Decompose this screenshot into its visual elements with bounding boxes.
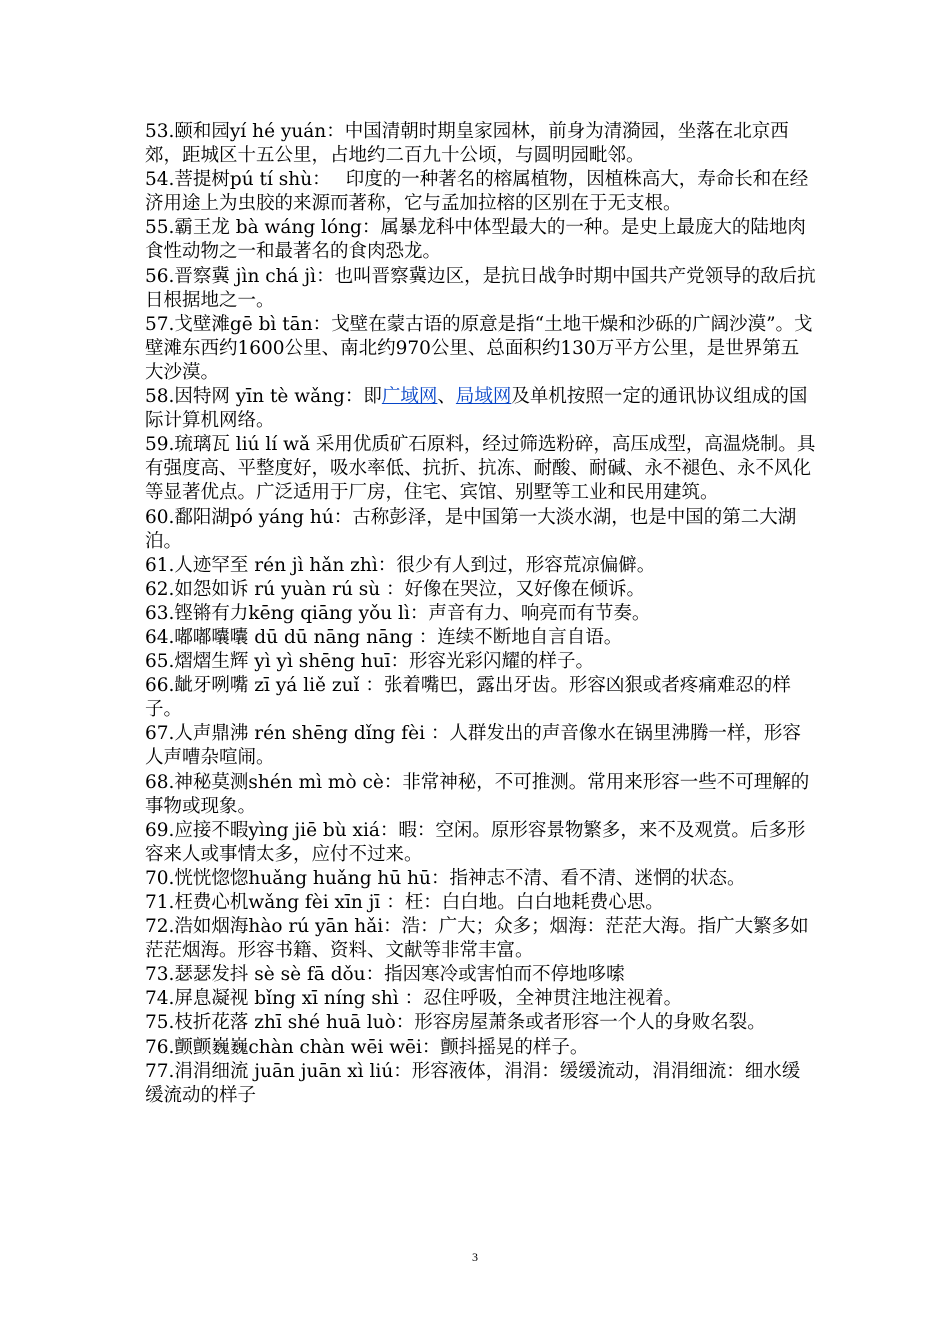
entry-58-separator: 、 <box>437 386 456 408</box>
entry-73: 73.瑟瑟发抖 sè sè fā dǒu：指因寒冷或害怕而不停地哆嗦 <box>145 964 625 986</box>
entry-75: 75.枝折花落 zhī shé huā luò：形容房屋萧条或者形容一个人的身败名裂。 <box>145 1012 766 1034</box>
entry-58 <box>145 385 817 433</box>
entry-66: 66.龇牙咧嘴 zī yá liě zuǐ ：张着嘴巴，露出牙齿。形容凶狠或者疼痛难忍的样子。 <box>145 675 791 721</box>
entry-71: 71.枉费心机wǎng fèi xīn jī ：枉：白白地。白白地耗费心思。 <box>145 892 664 913</box>
entry-76: 76.颤颤巍巍chàn chàn wēi wēi：颤抖摇晃的样子。 <box>145 1036 589 1058</box>
link-local-area-network[interactable]: 局域网 <box>455 386 512 408</box>
entry-72: 72.浩如烟海hào rú yān hǎi：浩：广大；众多；烟海：茫茫大海。指广大繁多如茫茫烟海。形容书籍、资料、文献等非常丰富。 <box>145 916 809 962</box>
page-number: 3 <box>472 1250 478 1264</box>
entry-70: 70.恍恍惚惚huǎng huǎng hū hū：指神志不清、看不清、迷惘的状态。 <box>145 867 746 889</box>
entry-61: 61.人迹罕至 rén jì hǎn zhì：很少有人到过，形容荒凉偏僻。 <box>145 554 656 576</box>
entry-69: 69.应接不暇yìng jiē bù xiá：暇：空闲。原形容景物繁多，来不及观赏。后多形容来人或事情太多，应付不过来。 <box>145 819 806 865</box>
entry-59: 59.琉璃瓦 liú lí wǎ 采用优质矿石原料，经过筛选粉碎，高压成型，高温烧制。具有强度高、平整度好，吸水率低、抗折、抗冻、耐酸、耐碱、永不褪色、永不风化等显著优点。广泛适用于厂房，住宅、宾馆、别墅等工业和民用建筑。 <box>145 434 816 504</box>
entry-65: 65.熠熠生辉 yì yì shēng huī：形容光彩闪耀的样子。 <box>145 651 595 673</box>
entry-56: 56.晋察冀 jìn chá jì：也叫晋察冀边区，是抗日战争时期中国共产党领导的敌后抗日根据地之一。 <box>145 265 816 311</box>
entry-64: 64.嘟嘟囔囔 dū dū nāng nāng ：连续不断地自言自语。 <box>145 626 623 648</box>
entry-77: 77.涓涓细流 juān juān xì liú：形容液体，涓涓：缓缓流动，涓涓细流：细水缓缓流动的样子 <box>145 1060 801 1106</box>
entry-67: 67.人声鼎沸 rén shēng dǐng fèi ：人群发出的声音像水在锅里沸腾一样，形容人声嘈杂喧闹。 <box>145 723 801 769</box>
entry-63: 63.铿锵有力kēng qiāng yǒu lì：声音有力、响亮而有节奏。 <box>145 602 651 624</box>
link-wide-area-network[interactable]: 广域网 <box>381 386 438 408</box>
document-body <box>145 120 817 1108</box>
entry-74: 74.屏息凝视 bǐng xī níng shì ：忍住呼吸，全神贯注地注视着。 <box>145 988 683 1010</box>
entry-58-suffix: 及单机按照一定的通讯协议组成的国际计算机网络。 <box>145 386 808 432</box>
entry-58-prefix: 58.因特网 yīn tè wǎng：即 <box>145 386 382 408</box>
entry-62: 62.如怨如诉 rú yuàn rú sù ：好像在哭泣，又好像在倾诉。 <box>145 578 646 600</box>
entry-53: 53.颐和园yí hé yuán：中国清朝时期皇家园林，前身为清漪园，坐落在北京西郊，距城区十五公里，占地约二百九十公顷，与圆明园毗邻。 <box>145 121 789 167</box>
entry-60: 60.鄱阳湖pó yáng hú：古称彭泽，是中国第一大淡水湖，也是中国的第二大湖泊。 <box>145 506 797 552</box>
entry-55: 55.霸王龙 bà wáng lóng：属暴龙科中体型最大的一种。是史上最庞大的陆地肉食性动物之一和最著名的食肉恐龙。 <box>145 217 806 263</box>
entry-57: 57.戈壁滩gē bì tān：戈壁在蒙古语的原意是指“土地干燥和沙砾的广阔沙漠”。戈壁滩东西约1600公里、南北约970公里、总面积约130万平方公里，是世界第五大沙漠。 <box>145 313 813 383</box>
entry-68: 68.神秘莫测shén mì mò cè：非常神秘，不可推测。常用来形容一些不可理解的事物或现象。 <box>145 771 810 817</box>
entry-54: 54.菩提树pú tí shù： 印度的一种著名的榕属植物，因植株高大，寿命长和在经济用途上为虫胶的来源而著称，它与孟加拉榕的区别在于无支根。 <box>145 169 809 215</box>
